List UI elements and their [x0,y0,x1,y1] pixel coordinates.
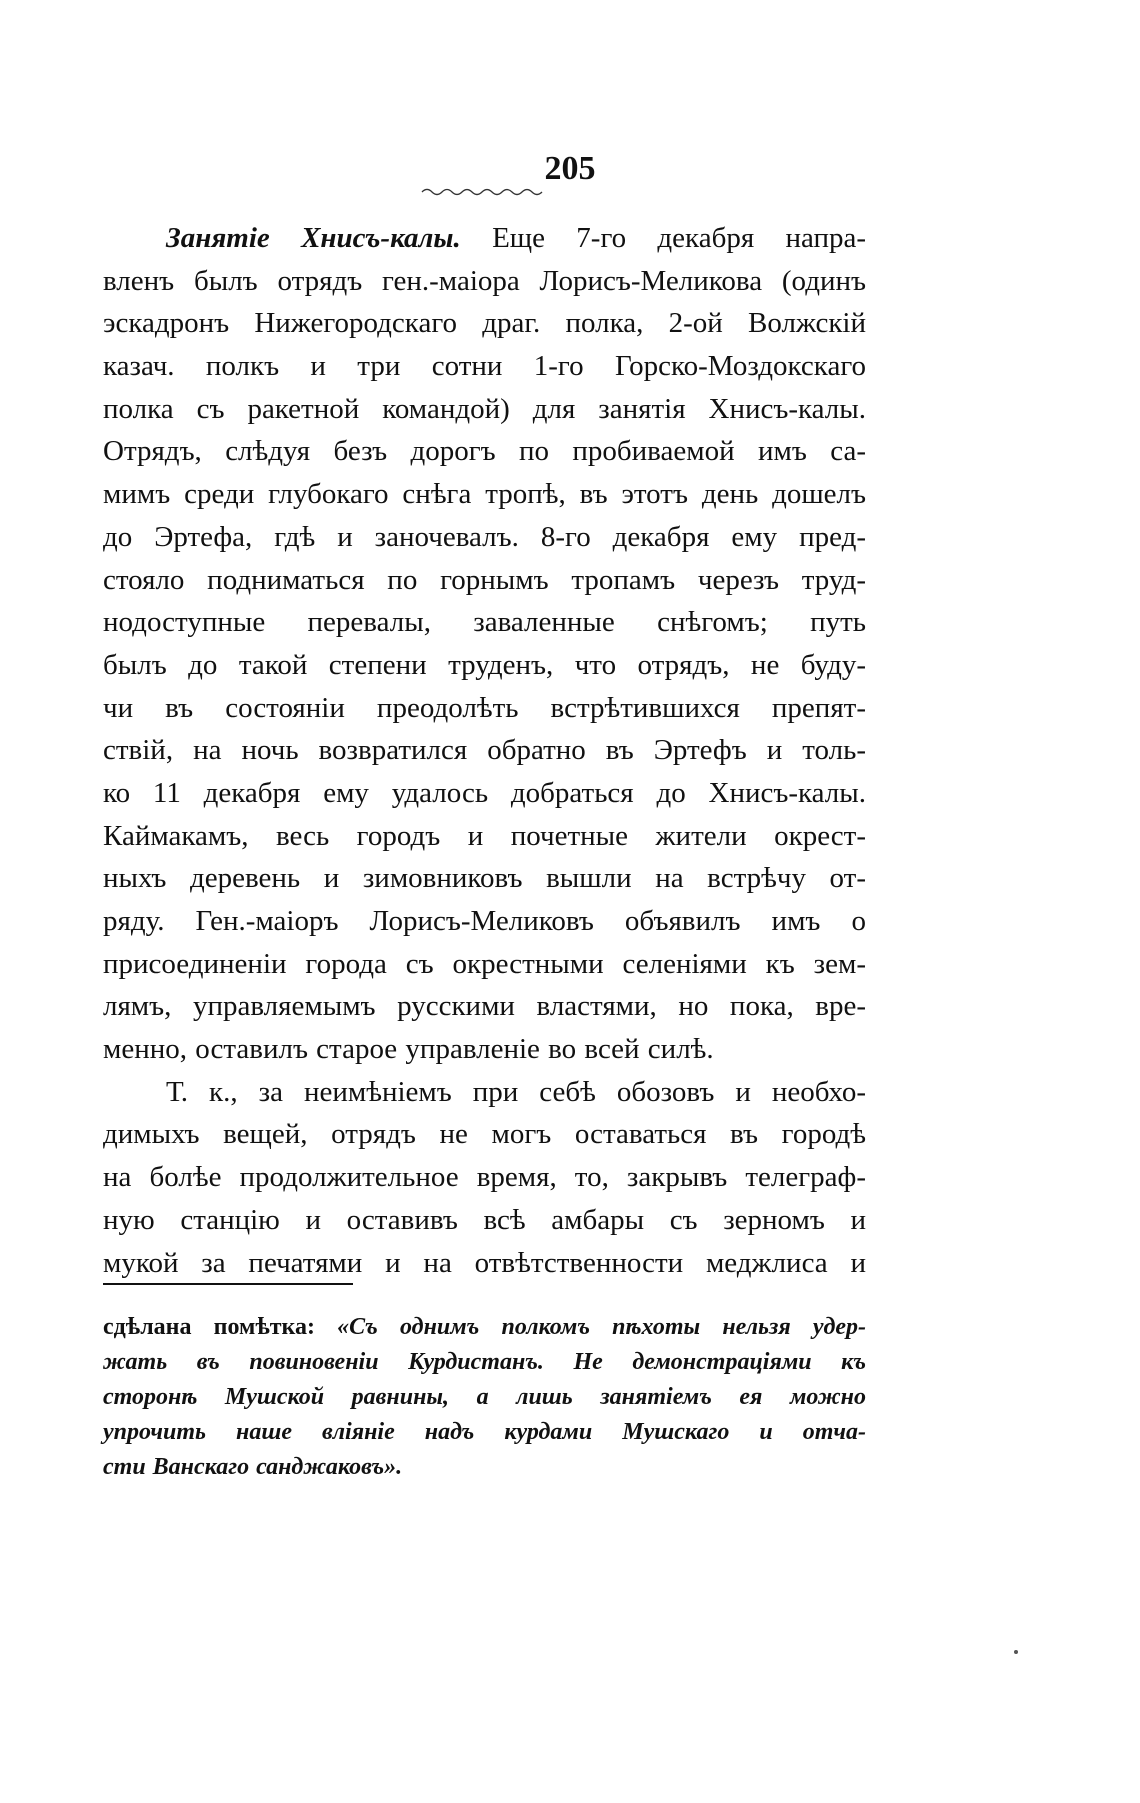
text-line: присоединеніи города съ окрестными селеніями къ зем- [103,947,866,980]
footnote-line: жать въ повиновеніи Курдистанъ. Не демонстраціями къ [103,1349,866,1375]
text-line: эскадронъ Нижегородскаго драг. полка, 2-ой Волжскій [103,307,866,340]
text-line: ствій, на ночь возвратился обратно въ Эртефъ и толь- [103,734,866,767]
text-line: на болѣе продолжительное время, то, закрывъ телеграф- [103,1161,866,1194]
footnote-line: упрочить наше вліяніе надъ курдами Мушскаго и отча- [103,1419,866,1445]
text-line: казач. полкъ и три сотни 1-го Горско-Моздокскаго [103,350,866,383]
page-number: 205 [544,150,596,187]
text-line: Занятіе Хнисъ-калы. Еще 7-го декабря напра- [166,222,867,254]
page-number-ornament [420,186,545,196]
text-line: мукой за печатями и на отвѣтственности меджлиса и [103,1246,866,1279]
text-line: былъ до такой степени труденъ, что отрядъ, не буду- [103,648,866,681]
main-text [103,217,866,1284]
footnote-divider [103,1283,353,1285]
footnote [103,1310,866,1485]
text-line: Каймакамъ, весь городъ и почетные жители окрест- [103,819,866,852]
text-line: димыхъ вещей, отрядъ не могъ оставаться въ городѣ [103,1118,866,1151]
text-line: ряду. Ген.-маіоръ Лорисъ-Меликовъ объявилъ имъ о [103,905,866,937]
text-line: ную станцію и оставивъ всѣ амбары съ зерномъ и [103,1203,866,1236]
text-line: Отрядъ, слѣдуя безъ дорогъ по пробиваемой имъ са- [103,435,866,468]
footnote-line: сторонѣ Мушской равнины, а лишь занятіемъ ея можно [103,1384,866,1410]
text-line: чи въ состояніи преодолѣть встрѣтившихся препят- [103,691,866,724]
footnote-line: сти Ванскаго санджаковъ». [103,1454,403,1480]
footnote-lead: сдѣлана помѣтка: [103,1314,316,1340]
text-line: мимъ среди глубокаго снѣга тропѣ, въ этотъ день дошелъ [103,478,866,511]
text-line: стояло подниматься по горнымъ тропамъ черезъ труд- [103,563,866,596]
text-line: Т. к., за неимѣніемъ при себѣ обозовъ и необхо- [166,1075,866,1108]
text-line: полка съ ракетной командой) для занятія Хнисъ-калы. [103,392,866,425]
text-line: лямъ, управляемымъ русскими властями, но пока, вре- [103,990,866,1023]
text-line: ко 11 декабря ему удалось добраться до Хнисъ-калы. [103,776,866,809]
footnote-line: сдѣлана помѣтка: «Съ однимъ полкомъ пѣхоты нельзя удер- [103,1314,867,1340]
section-heading: Занятіе Хнисъ-калы. [166,222,461,254]
text-line: нодоступные перевалы, заваленные снѣгомъ; путь [103,606,866,639]
text-line: до Эртефа, гдѣ и заночевалъ. 8-го декабря ему пред- [103,520,866,553]
text-line: менно, оставилъ старое управленіе во всей силѣ. [103,1033,714,1066]
text-line: вленъ былъ отрядъ ген.-маіора Лорисъ-Меликова (одинъ [103,264,866,297]
text-line: ныхъ деревень и зимовниковъ вышли на встрѣчу от- [103,862,866,895]
scan-speck [1014,1650,1018,1654]
